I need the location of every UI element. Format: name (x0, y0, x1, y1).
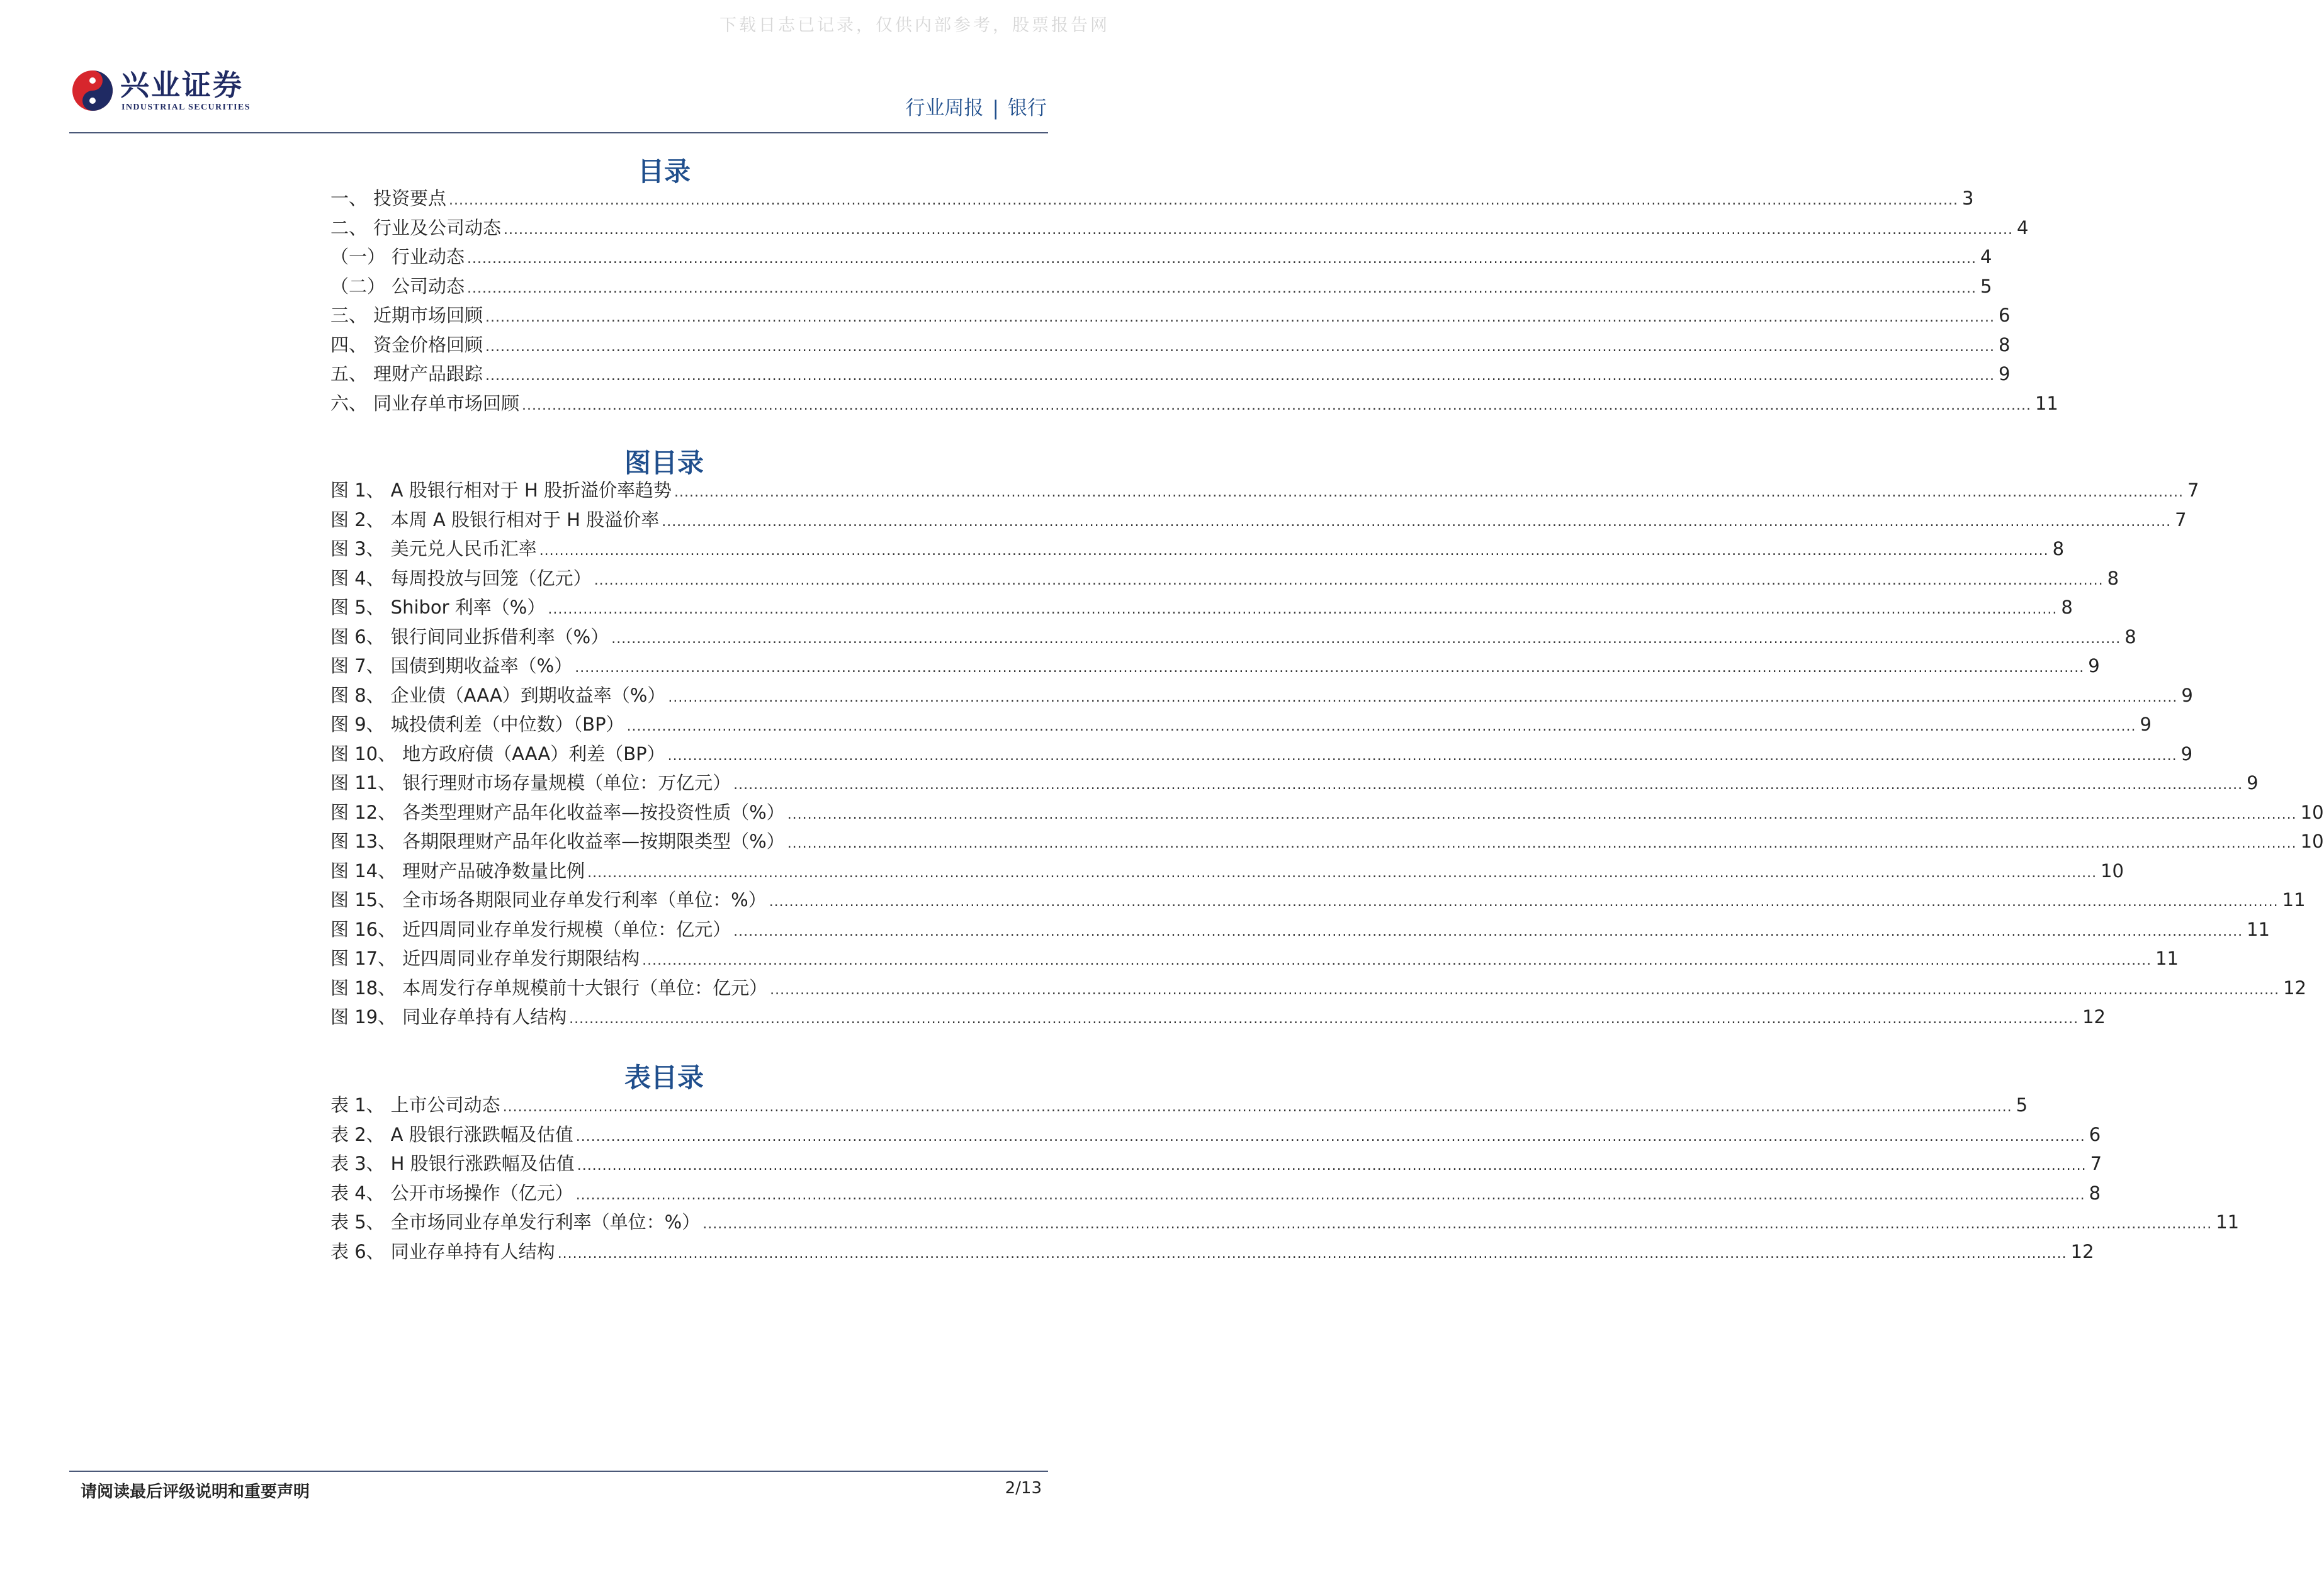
table-list-title: 表目录 (624, 1062, 704, 1093)
toc-entry-page: 12 (2283, 977, 2306, 999)
toc-dot-leader: ............................................................................................................................................................................................................................................................................................................ (485, 310, 1995, 325)
toc-entry-page: 11 (2155, 948, 2179, 969)
toc-entry-text: 银行间同业拆借利率（%） (390, 626, 609, 648)
toc-entry-label (330, 1091, 500, 1117)
toc-entry-number: 五、 (330, 363, 368, 384)
toc-entry-text: 公开市场操作（亿元） (390, 1182, 573, 1204)
toc-entry-text: 全市场同业存单发行利率（单位：%） (390, 1211, 701, 1233)
toc-entry-number: 图 4、 (330, 567, 385, 589)
toc-entry-label (330, 740, 665, 766)
toc-entry-label (330, 360, 483, 386)
toc-entry[interactable] (330, 272, 1992, 302)
toc-entry-number: 表 5、 (330, 1211, 385, 1233)
toc-entry-text: 近期市场回顾 (373, 305, 483, 326)
watermark-text: 下载日志已记录，仅供内部参考，股票报告网 (719, 16, 1110, 35)
toc-entry[interactable] (330, 331, 2011, 361)
toc-entry-text: 同业存单持有人结构 (402, 1006, 567, 1028)
toc-entry-text: 近四周同业存单发行规模（单位：亿元） (402, 918, 731, 940)
toc-entry[interactable] (330, 564, 2119, 594)
toc-entry-text: 上市公司动态 (390, 1094, 500, 1116)
toc-entry-number: （二） (330, 275, 386, 297)
toc-entry-page: 12 (2070, 1240, 2094, 1262)
toc-entry-page: 4 (1980, 246, 1992, 267)
toc-dot-leader: ............................................................................................................................................................................................................................................................................................................ (485, 339, 1995, 355)
toc-entry-label (330, 593, 545, 619)
toc-entry[interactable] (330, 390, 2058, 419)
toc-entry[interactable] (330, 1091, 2028, 1121)
toc-entry-page: 5 (1980, 275, 1992, 297)
toc-entry-number: 图 9、 (330, 714, 385, 735)
toc-entry-label (330, 1179, 573, 1205)
toc-entry[interactable] (330, 476, 2199, 506)
toc-entry-text: 公司动态 (392, 275, 465, 297)
toc-entry-text: 国债到期收益率（%） (390, 655, 573, 676)
toc-entry-number: 图 5、 (330, 597, 385, 618)
toc-entry-number: 表 6、 (330, 1240, 385, 1262)
toc-entry-label (330, 1121, 573, 1147)
toc-entry-page: 9 (2247, 772, 2259, 794)
toc-dot-leader: ............................................................................................................................................................................................................................................................................................................ (575, 660, 2085, 676)
toc-entry-number: 图 18、 (330, 977, 397, 999)
toc-entry-page: 10 (2300, 831, 2324, 852)
toc-entry[interactable] (330, 1179, 2101, 1209)
toc-entry-label (330, 652, 572, 678)
toc-entry-label (330, 506, 659, 532)
toc-entry-page: 9 (2140, 714, 2152, 735)
company-logo-icon (71, 69, 114, 112)
toc-entry-page: 3 (1961, 188, 1974, 209)
toc-entry-text: 本周发行存单规模前十大银行（单位：亿元） (402, 977, 768, 999)
toc-dot-leader: ............................................................................................................................................................................................................................................................................................................ (504, 222, 2013, 238)
toc-entry-number: 一、 (330, 188, 368, 209)
toc-entry-label (330, 857, 585, 883)
toc-entry[interactable] (330, 623, 2136, 653)
toc-entry-text: 企业债（AAA）到期收益率（%） (390, 684, 666, 706)
toc-entry-label (330, 710, 624, 736)
toc-entry-number: 图 13、 (330, 831, 397, 852)
toc-entry-page: 10 (2101, 860, 2124, 882)
toc-entry-label (330, 476, 672, 502)
toc-dot-leader: ............................................................................................................................................................................................................................................................................................................ (668, 689, 2178, 705)
report-category (906, 92, 1047, 120)
toc-entry-text: 同业存单市场回顾 (373, 392, 520, 414)
toc-entry[interactable] (330, 886, 2306, 916)
toc-entry-label (330, 184, 446, 210)
toc-entry-label (330, 301, 483, 327)
toc-entry[interactable] (330, 916, 2270, 945)
toc-dot-leader: ............................................................................................................................................................................................................................................................................................................ (594, 572, 2104, 588)
company-name-en: INDUSTRIAL SECURITIES (121, 103, 251, 112)
toc-entry-page: 11 (2034, 392, 2058, 414)
toc-entry-text: 全市场各期限同业存单发行利率（单位：%） (402, 889, 767, 911)
toc-dot-leader: ............................................................................................................................................................................................................................................................................................................ (539, 543, 2049, 559)
toc-entry-label (330, 1150, 575, 1175)
toc-entry-label (330, 827, 785, 853)
toc-entry[interactable] (330, 243, 1992, 272)
toc-entry-page: 4 (2016, 216, 2029, 238)
toc-entry-label (330, 564, 592, 590)
toc-entry-number: 图 10、 (330, 743, 397, 765)
page-number: 2/13 (1005, 1479, 1042, 1498)
toc-entry-page: 5 (2016, 1094, 2028, 1116)
toc-dot-leader: ............................................................................................................................................................................................................................................................................................................ (733, 777, 2243, 793)
toc-dot-leader: ............................................................................................................................................................................................................................................................................................................ (770, 982, 2280, 998)
toc-entry-label (330, 916, 731, 941)
report-type: 行业周报 (905, 97, 984, 120)
toc-dot-leader: ............................................................................................................................................................................................................................................................................................................ (502, 1099, 2012, 1115)
toc-entry-text: H 股银行涨跌幅及估值 (390, 1153, 575, 1174)
toc-entry-text: 同业存单持有人结构 (390, 1240, 555, 1262)
table-list (330, 1091, 2240, 1267)
toc-dot-leader: ............................................................................................................................................................................................................................................................................................................ (733, 923, 2243, 940)
toc-entry[interactable] (330, 360, 2011, 390)
toc-entry[interactable] (330, 827, 2324, 857)
header-separator: | (992, 97, 999, 120)
company-logo (71, 68, 260, 118)
toc-entry-label (330, 769, 731, 795)
toc-dot-leader: ............................................................................................................................................................................................................................................................................................................ (667, 748, 2177, 764)
toc-dot-leader: ............................................................................................................................................................................................................................................................................................................ (557, 1245, 2067, 1262)
toc-entry-number: 图 11、 (330, 772, 397, 794)
toc-dot-leader: ............................................................................................................................................................................................................................................................................................................ (662, 513, 2172, 530)
toc-entry-text: 银行理财市场存量规模（单位：万亿元） (402, 772, 731, 794)
toc-entry[interactable] (330, 1150, 2102, 1179)
toc-entry-label (330, 331, 483, 357)
toc-entry-text: A 股银行相对于 H 股折溢价率趋势 (390, 480, 672, 501)
toc-entry-page: 7 (2187, 480, 2199, 501)
toc-entry-text: 每周投放与回笼（亿元） (390, 567, 592, 589)
toc-entry-label (330, 535, 537, 561)
toc-dot-leader: ............................................................................................................................................................................................................................................................................................................ (569, 1011, 2079, 1027)
toc-entry-label (330, 974, 767, 1000)
toc-dot-leader: ............................................................................................................................................................................................................................................................................................................ (467, 251, 1977, 267)
toc-entry-text: 各期限理财产品年化收益率—按期限类型（%） (402, 831, 785, 852)
footer-divider (69, 1471, 1048, 1472)
toc-entry[interactable] (330, 974, 2306, 1004)
toc-entry-page: 6 (1998, 305, 2011, 326)
toc-entry-label (330, 272, 465, 298)
toc-entry-text: 各类型理财产品年化收益率—按投资性质（%） (402, 801, 785, 823)
toc-title: 目录 (637, 156, 691, 187)
toc-entry-page: 8 (2124, 626, 2136, 648)
toc-entry-number: 图 17、 (330, 948, 397, 969)
toc-entry[interactable] (330, 799, 2324, 828)
toc-entry-label (330, 623, 609, 649)
toc-dot-leader: ............................................................................................................................................................................................................................................................................................................ (548, 602, 2058, 617)
toc-entry-label (330, 1238, 555, 1264)
toc-entry-page: 6 (2089, 1123, 2101, 1145)
toc-entry-text: 近四周同业存单发行期限结构 (402, 948, 640, 969)
toc-entry-page: 11 (2247, 918, 2270, 940)
toc-entry-page: 12 (2082, 1006, 2106, 1028)
toc-dot-leader: ............................................................................................................................................................................................................................................................................................................ (575, 1187, 2085, 1203)
toc-entry-text: 城投债利差（中位数）（BP） (390, 714, 624, 735)
toc-entry-page: 11 (2282, 889, 2306, 911)
toc-entry-text: 资金价格回顾 (373, 334, 483, 356)
toc-dot-leader: ............................................................................................................................................................................................................................................................................................................ (787, 806, 2297, 822)
toc-entry-label (330, 243, 465, 269)
toc-entry-text: 理财产品跟踪 (373, 363, 483, 384)
toc-entry-number: 图 19、 (330, 1006, 397, 1028)
toc-entry-number: 表 3、 (330, 1153, 385, 1174)
toc-entry[interactable] (330, 535, 2065, 564)
toc-entry-number: 图 3、 (330, 538, 385, 559)
toc-entry-number: 二、 (330, 216, 368, 238)
toc-entry-number: 表 2、 (330, 1123, 385, 1145)
toc-entry-number: （一） (330, 246, 386, 267)
toc-entry-number: 图 14、 (330, 860, 397, 882)
toc-entry-text: 理财产品破净数量比例 (402, 860, 585, 882)
toc-entry-page: 11 (2216, 1211, 2240, 1233)
toc-dot-leader: ............................................................................................................................................................................................................................................................................................................ (642, 953, 2152, 968)
header-divider (69, 132, 1048, 133)
toc-entry[interactable] (330, 710, 2152, 740)
toc-entry[interactable] (330, 1208, 2240, 1238)
toc-dot-leader: ............................................................................................................................................................................................................................................................................................................ (769, 894, 2279, 910)
company-name-cn: 兴业证券 (120, 68, 244, 102)
toc-entry-label (330, 390, 519, 415)
industry-name: 银行 (1008, 97, 1047, 120)
toc-entry-number: 表 1、 (330, 1094, 385, 1116)
toc-entry[interactable] (330, 593, 2073, 623)
toc-entry[interactable] (330, 1238, 2094, 1267)
toc-entry-label (330, 682, 665, 707)
toc-entry-number: 四、 (330, 334, 368, 356)
toc-entry-page: 9 (1998, 363, 2011, 384)
toc-dot-leader: ............................................................................................................................................................................................................................................................................................................ (787, 836, 2297, 851)
toc-entry[interactable] (330, 1121, 2101, 1150)
toc-entry-page: 9 (2181, 684, 2193, 706)
toc-entry[interactable] (330, 740, 2193, 770)
toc-entry-text: 美元兑人民币汇率 (390, 538, 537, 559)
toc-dot-leader: ............................................................................................................................................................................................................................................................................................................ (611, 631, 2121, 647)
toc-entry-number: 图 7、 (330, 655, 385, 676)
toc-entry-text: 行业及公司动态 (373, 216, 502, 238)
toc-entry-number: 图 2、 (330, 508, 385, 530)
toc-entry[interactable] (330, 769, 2259, 799)
toc-entry-number: 图 6、 (330, 626, 385, 648)
toc-entry-label (330, 886, 767, 912)
toc-entry-page: 7 (2090, 1153, 2102, 1174)
figure-list-title: 图目录 (624, 447, 704, 478)
figure-list (330, 476, 2324, 1033)
toc-entry-text: 行业动态 (392, 246, 465, 267)
toc-entry-page: 8 (2052, 538, 2065, 559)
toc-entry-label (330, 945, 640, 970)
toc-dot-leader: ............................................................................................................................................................................................................................................................................................................ (674, 485, 2184, 500)
toc-dot-leader: ............................................................................................................................................................................................................................................................................................................ (587, 865, 2097, 881)
toc-dot-leader: ............................................................................................................................................................................................................................................................................................................ (626, 719, 2136, 734)
toc-entry-text: A 股银行涨跌幅及估值 (390, 1123, 573, 1145)
toc-entry-number: 图 8、 (330, 684, 385, 706)
toc-entry-label (330, 1208, 700, 1234)
toc-entry-page: 8 (1998, 334, 2011, 356)
toc-entry-text: 地方政府债（AAA）利差（BP） (402, 743, 665, 765)
toc-entry-number: 六、 (330, 392, 368, 414)
toc-entry[interactable] (330, 506, 2187, 536)
toc-entry-page: 10 (2300, 801, 2324, 823)
footer-disclaimer: 请阅读最后评级说明和重要声明 (81, 1483, 310, 1501)
toc-entry-number: 表 4、 (330, 1182, 385, 1204)
toc-entry-text: Shibor 利率（%） (390, 597, 546, 618)
toc-dot-leader: ............................................................................................................................................................................................................................................................................................................ (577, 1158, 2087, 1174)
toc-dot-leader: ............................................................................................................................................................................................................................................................................................................ (485, 368, 1995, 384)
toc-entry-label (330, 1003, 567, 1029)
toc-entry-number: 图 12、 (330, 801, 397, 823)
toc-dot-leader: ............................................................................................................................................................................................................................................................................................................ (522, 397, 2031, 413)
toc-entry-label (330, 214, 501, 240)
toc-entry-label (330, 799, 785, 824)
toc-entry[interactable] (330, 945, 2179, 974)
toc-entry-page: 7 (2175, 508, 2187, 530)
toc-entry-number: 图 15、 (330, 889, 397, 911)
toc-entry-number: 图 1、 (330, 480, 385, 501)
toc-entry[interactable] (330, 652, 2100, 682)
toc-dot-leader: ............................................................................................................................................................................................................................................................................................................ (467, 280, 1977, 296)
toc-entry[interactable] (330, 857, 2124, 887)
toc-entry[interactable] (330, 301, 2011, 331)
toc-entry[interactable] (330, 214, 2029, 244)
toc-entry-page: 8 (2089, 1182, 2101, 1204)
toc-entry-text: 本周 A 股银行相对于 H 股溢价率 (390, 508, 660, 530)
toc-list (330, 184, 2058, 418)
toc-entry-page: 8 (2107, 567, 2119, 589)
toc-entry-page: 9 (2088, 655, 2100, 676)
toc-entry[interactable] (330, 184, 1974, 214)
toc-entry-text: 投资要点 (373, 188, 447, 209)
toc-entry-page: 9 (2180, 743, 2193, 765)
toc-entry[interactable] (330, 1003, 2106, 1033)
toc-entry-page: 8 (2061, 597, 2073, 618)
toc-dot-leader: ............................................................................................................................................................................................................................................................................................................ (702, 1216, 2213, 1232)
toc-entry[interactable] (330, 682, 2193, 711)
toc-entry-number: 三、 (330, 305, 368, 326)
toc-dot-leader: ............................................................................................................................................................................................................................................................................................................ (449, 193, 1958, 208)
toc-entry-number: 图 16、 (330, 918, 397, 940)
toc-dot-leader: ............................................................................................................................................................................................................................................................................................................ (575, 1128, 2085, 1145)
